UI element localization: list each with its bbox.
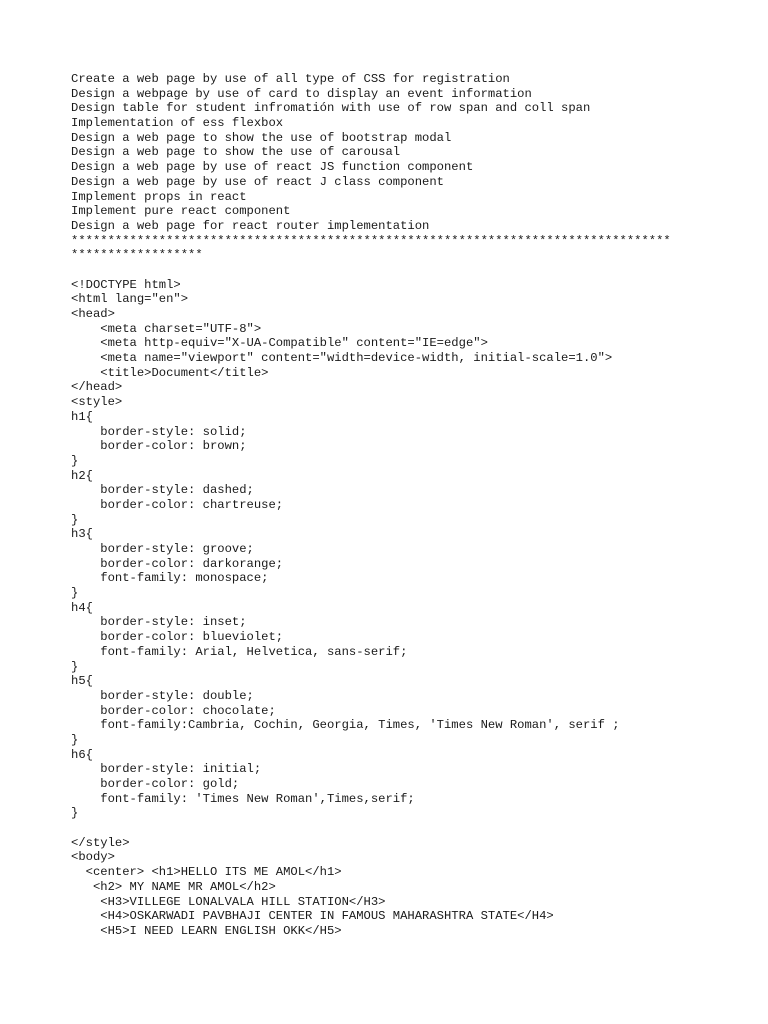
- text-line: border-color: chocolate;: [71, 703, 276, 718]
- text-line: <!DOCTYPE html>: [71, 277, 181, 292]
- text-line: <H5>I NEED LEARN ENGLISH OKK</H5>: [71, 923, 342, 938]
- text-line: <center> <h1>HELLO ITS ME AMOL</h1>: [71, 865, 342, 880]
- text-line: Design a web page for react router implementation: [71, 218, 430, 233]
- text-line: h6{: [71, 747, 93, 762]
- text-line: border-color: blueviolet;: [71, 630, 284, 645]
- text-line: <H4>OSKARWADI PAVBHAJI CENTER IN FAMOUS MAHARASHTRA STATE</H4>: [71, 909, 554, 924]
- text-line: border-style: dashed;: [71, 483, 254, 498]
- text-line: [71, 821, 731, 836]
- text-line: font-family: monospace;: [71, 571, 269, 586]
- text-line: <style>: [71, 395, 123, 410]
- text-line: <meta http-equiv="X-UA-Compatible" content="IE=edge">: [71, 336, 488, 351]
- text-line: <head>: [71, 307, 115, 321]
- text-line: ******************: [71, 248, 203, 263]
- text-line: Design a web page to show the use of carousal: [71, 145, 401, 160]
- text-line: h1{: [71, 409, 93, 424]
- text-line: border-style: inset;: [71, 615, 247, 630]
- text-line: <meta name="viewport" content="width=device-width, initial-scale=1.0">: [71, 351, 613, 366]
- text-line: font-family: Arial, Helvetica, sans-serif;: [71, 644, 408, 659]
- text-line: }: [71, 806, 79, 821]
- text-line: Implement pure react component: [71, 204, 291, 219]
- document-text: [71, 72, 731, 939]
- text-line: border-style: double;: [71, 688, 254, 703]
- text-line: Implementation of ess flexbox: [71, 116, 284, 131]
- text-line: }: [71, 512, 79, 527]
- text-line: Design a web page to show the use of bootstrap modal: [71, 130, 452, 145]
- text-line: Design a web page by use of react JS function component: [71, 160, 474, 175]
- text-line: Design table for student infromatión with use of row span and coll span: [71, 101, 591, 116]
- text-line: <h2> MY NAME MR AMOL</h2>: [71, 879, 276, 894]
- text-line: h3{: [71, 527, 93, 542]
- text-line: <html lang="en">: [71, 292, 189, 307]
- text-line: font-family:Cambria, Cochin, Georgia, Times, 'Times New Roman', serif ;: [71, 718, 620, 733]
- text-line: }: [71, 586, 79, 601]
- text-line: [71, 263, 731, 278]
- text-line: **********************************************************************************: [71, 233, 671, 248]
- text-line: Design a webpage by use of card to display an event information: [71, 86, 532, 101]
- text-line: border-color: darkorange;: [71, 556, 284, 571]
- text-line: h4{: [71, 600, 93, 615]
- text-line: font-family: 'Times New Roman',Times,serif;: [71, 791, 415, 806]
- text-line: }: [71, 453, 79, 468]
- text-line: border-color: brown;: [71, 439, 247, 454]
- text-line: }: [71, 659, 79, 674]
- text-line: <meta charset="UTF-8">: [71, 321, 262, 336]
- text-line: <body>: [71, 850, 115, 865]
- text-line: }: [71, 732, 79, 747]
- text-line: Create a web page by use of all type of CSS for registration: [71, 72, 510, 86]
- text-line: Implement props in react: [71, 189, 247, 204]
- text-line: Design a web page by use of react J class component: [71, 174, 444, 189]
- text-line: border-style: initial;: [71, 762, 262, 777]
- text-line: </head>: [71, 380, 123, 395]
- text-line: </style>: [71, 835, 130, 850]
- text-line: h5{: [71, 674, 93, 689]
- text-line: border-color: gold;: [71, 777, 240, 791]
- text-line: border-style: solid;: [71, 424, 247, 439]
- text-line: border-style: groove;: [71, 542, 254, 556]
- text-line: border-color: chartreuse;: [71, 497, 284, 512]
- text-line: <title>Document</title>: [71, 365, 269, 380]
- text-line: h2{: [71, 468, 93, 483]
- text-line: <H3>VILLEGE LONALVALA HILL STATION</H3>: [71, 894, 386, 909]
